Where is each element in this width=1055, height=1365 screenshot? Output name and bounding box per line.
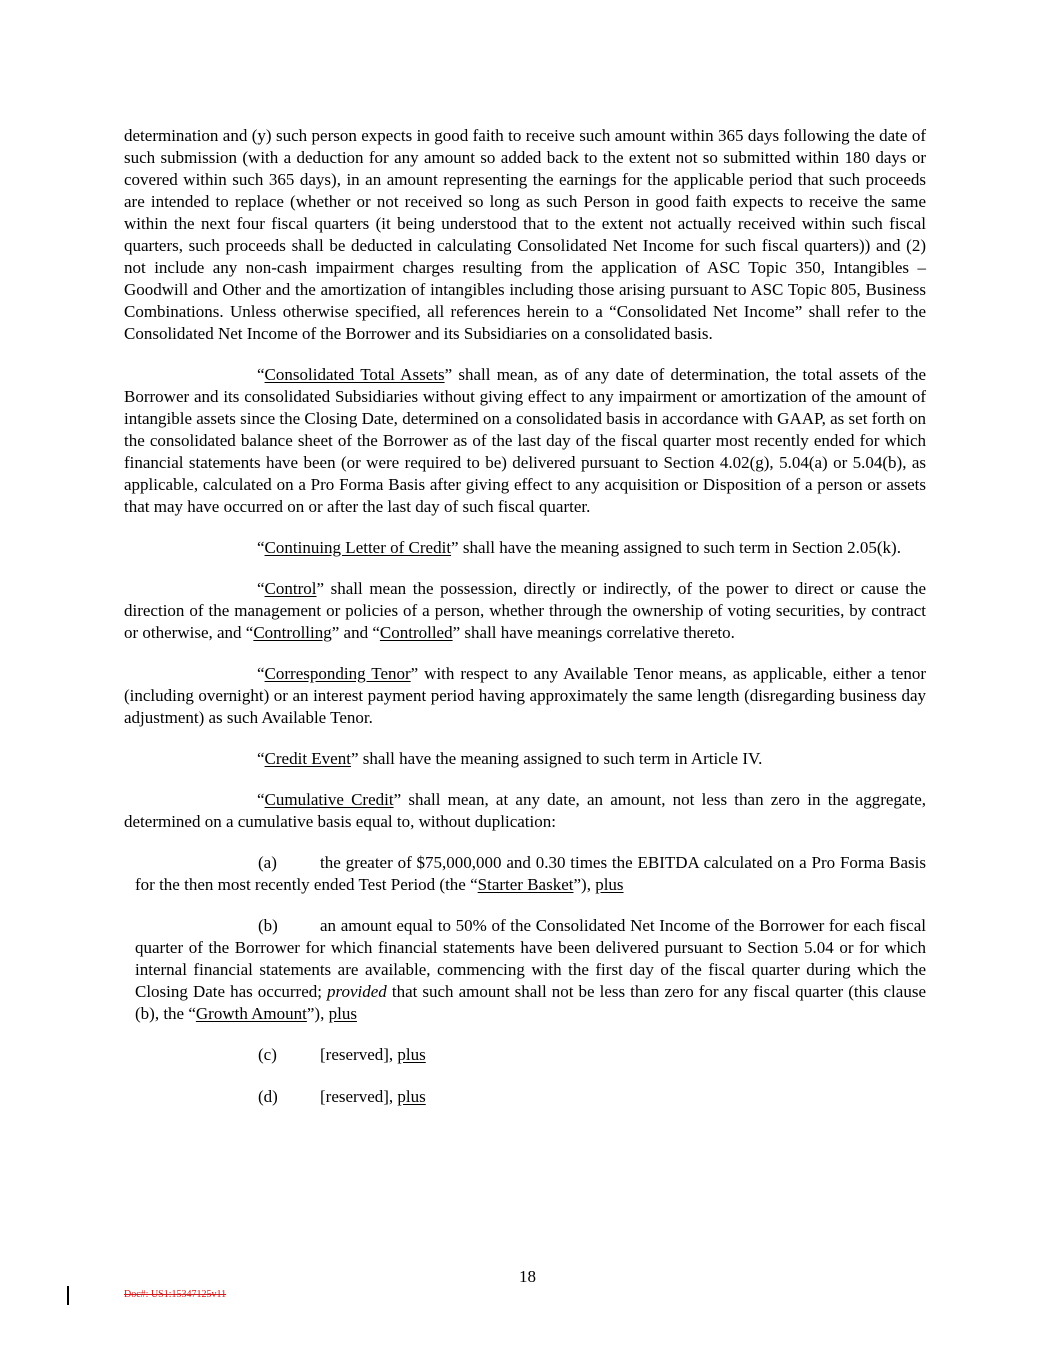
open-quote: “ [257,664,265,683]
defined-term: Control [264,579,317,598]
definition-text: ” shall mean, at any date, an amount, not less than zero in the aggregate, determined on a cumulative basis equal to, without duplication: [124,790,926,831]
definition-corresponding-tenor [124,663,926,729]
defined-term: Growth Amount [195,1004,307,1023]
clause-text: ”), [306,1004,329,1023]
defined-term: Cumulative Credit [264,790,394,809]
clause-label: (c) [258,1045,277,1064]
plus-connector: plus [397,1087,426,1106]
definition-text: ” shall have the meaning assigned to such term in Section 2.05(k). [451,538,901,557]
definition-cumulative-credit [124,789,926,833]
clause-text: [reserved], [320,1087,398,1106]
clause-text: [reserved], [320,1045,398,1064]
definition-text: ” shall have meanings correlative thereto. [452,623,735,642]
defined-term: Corresponding Tenor [264,664,411,683]
plus-connector: plus [328,1004,357,1023]
clause-text: that such amount shall not be less than zero for any fiscal quarter (this clause (b), the “ [135,982,926,1023]
defined-term: Consolidated Total Assets [264,365,445,384]
defined-term: Controlling [253,623,332,642]
defined-term: Credit Event [264,749,351,768]
clause-text: ”), [573,875,596,894]
open-quote: “ [257,538,265,557]
definition-consolidated-total-assets [124,364,926,518]
change-bar [67,1286,69,1305]
clause-label: (d) [258,1087,278,1106]
clause-d [124,1086,926,1108]
paragraph-consolidated-net-income-continued: determination and (y) such person expects in good faith to receive such amount within 365 days following the date of such submission (with a deduction for any amount so added back to the extent not so submitted within 180 days or covered within such 365 days), in an amount representing the earnings for the applicable period that such proceeds are intended to replace (whether or not received so long as such Person in good faith expects to receive the same within the next four fiscal quarters (it being understood that to the extent not actually received within such fiscal quarters, such proceeds shall be deducted in calculating Consolidated Net Income for such fiscal quarters)) and (2) not include any non-cash impairment charges resulting from the application of ASC Topic 350, Intangibles – Goodwill and Other and the amortization of intangibles including those arising pursuant to ASC Topic 805, Business Combinations. Unless otherwise specified, all references herein to a “Consolidated Net Income” shall refer to the Consolidated Net Income of the Borrower and its Subsidiaries on a consolidated basis. [124,126,926,343]
open-quote: “ [257,365,265,384]
open-quote: “ [257,579,265,598]
document-id: Doc#: US1:15347125v11 [124,1289,227,1300]
definition-text: ” shall mean, as of any date of determination, the total assets of the Borrower and its consolidated Subsidiaries without giving effect to any impairment or amortization of the amount of intangible assets since the Closing Date, determined on a consolidated basis in accordance with GAAP, as set forth on the consolidated balance sheet of the Borrower as of the last day of the fiscal quarter most recently ended for which financial statements have been (or were required to be) delivered pursuant to Section 4.02(g), 5.04(a) or 5.04(b), as applicable, calculated on a Pro Forma Basis after giving effect to any acquisition or Disposition of a person or assets that may have occurred on or after the last day of such fiscal quarter. [124,365,926,516]
clause-label: (a) [258,853,277,872]
clause-b [124,915,926,1025]
definition-credit-event [124,748,926,770]
plus-connector: plus [397,1045,426,1064]
definition-text: ” shall mean the possession, directly or indirectly, of the power to direct or cause the direction of the management or policies of a person, whether through the ownership of voting securities, by contract or otherwise, and “ [124,579,926,642]
definition-text: ” shall have the meaning assigned to such term in Article IV. [350,749,763,768]
defined-term: Continuing Letter of Credit [264,538,452,557]
document-body [124,125,926,1128]
clause-text: an amount equal to 50% of the Consolidated Net Income of the Borrower for each fiscal quarter of the Borrower for which financial statements have been delivered pursuant to Section 5.04 or for which internal financial statements are available, commencing with the first day of the fiscal quarter during which the Closing Date has occurred; [135,916,926,1001]
plus-connector: plus [595,875,624,894]
definition-text: ” and “ [331,623,380,642]
open-quote: “ [257,790,265,809]
clause-text: the greater of $75,000,000 and 0.30 times the EBITDA calculated on a Pro Forma Basis for the then most recently ended Test Period (the “ [135,853,926,894]
clause-label: (b) [258,916,278,935]
page-number: 18 [519,1267,536,1286]
open-quote: “ [257,749,265,768]
clause-c [124,1044,926,1066]
defined-term: Starter Basket [477,875,574,894]
provided-term: provided [327,982,387,1001]
definition-continuing-letter-of-credit [124,537,926,559]
definition-control [124,578,926,644]
defined-term: Controlled [379,623,453,642]
clause-a [124,852,926,896]
definition-text: ” with respect to any Available Tenor means, as applicable, either a tenor (including overnight) or an interest payment period having approximately the same length (disregarding business day adjustment) as such Available Tenor. [124,664,926,727]
